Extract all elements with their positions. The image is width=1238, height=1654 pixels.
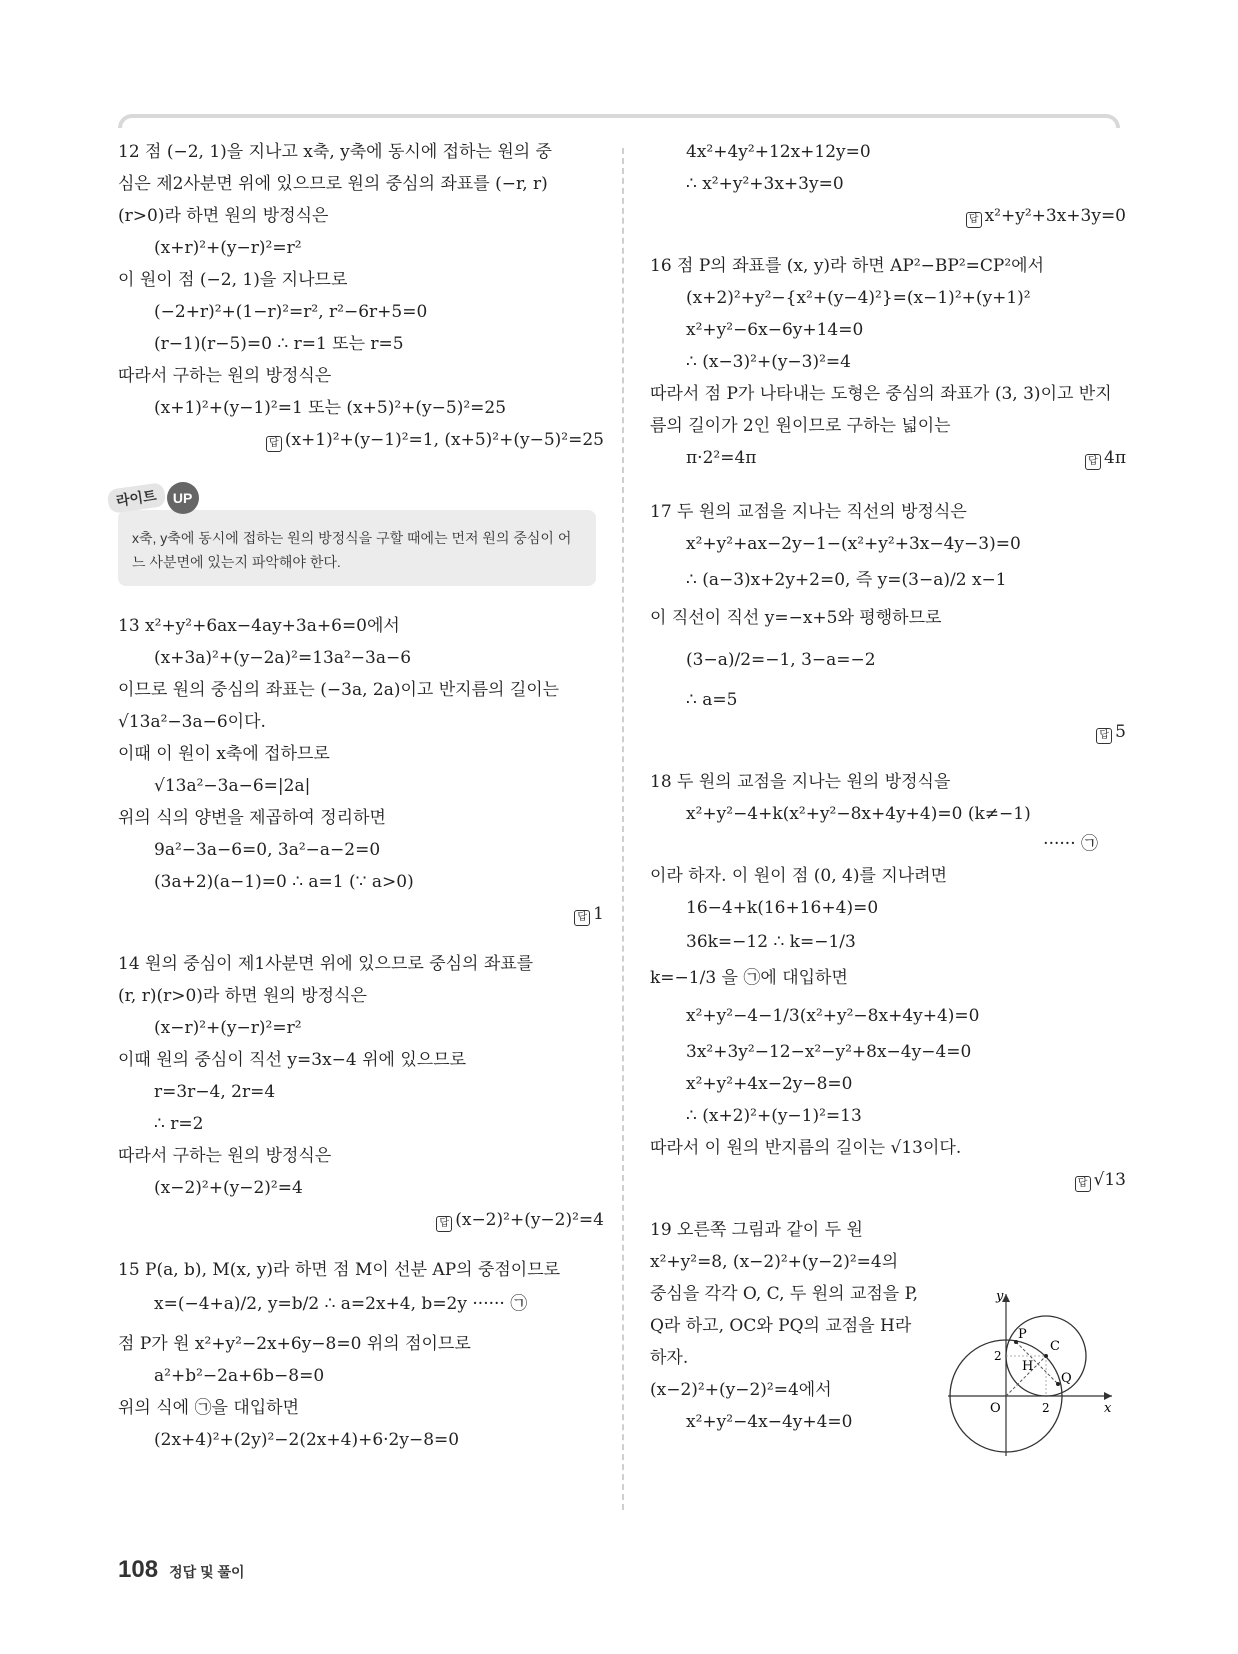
text-line: 하자.	[650, 1348, 689, 1368]
problem-14-line: 14 원의 중심이 제1사분면 위에 있으므로 중심의 좌표를	[118, 954, 534, 974]
problem-15-line: 15 P(a, b), M(x, y)라 하면 점 M이 선분 AP의 중점이므로	[118, 1260, 561, 1280]
problem-19-line: 19 오른쪽 그림과 같이 두 원	[650, 1220, 863, 1240]
answer-icon: 답	[436, 1216, 452, 1232]
point-q	[1056, 1382, 1060, 1386]
equation-line: (3−a)/2=−1, 3−a=−2	[686, 650, 876, 670]
tip-label: 라이트	[107, 482, 166, 514]
problem-17-line: 17 두 원의 교점을 지나는 직선의 방정식은	[650, 502, 967, 522]
text-line: 심은 제2사분면 위에 있으므로 원의 중심의 좌표를 (−r, r)	[118, 174, 548, 194]
equation-line: x²+y²+4x−2y−8=0	[686, 1074, 853, 1094]
answer-16: 답 4π	[1085, 446, 1126, 470]
equation-line: r=3r−4, 2r=4	[154, 1082, 276, 1102]
text-line: (r, r)(r>0)라 하면 원의 방정식은	[118, 986, 367, 1006]
problem-13-line: 13 x²+y²+6ax−4ay+3a+6=0에서	[118, 616, 400, 636]
equation-line: ∴ (x+2)²+(y−1)²=13	[686, 1106, 862, 1126]
equation-line: x²+y²−4+k(x²+y²−8x+4y+4)=0 (k≠−1)	[686, 804, 1031, 824]
equation-line: √13a²−3a−6=|2a|	[154, 776, 311, 796]
equation-line: a²+b²−2a+6b−8=0	[154, 1366, 325, 1386]
text-line: 름의 길이가 2인 원이므로 구하는 넓이는	[650, 416, 951, 436]
label-2-y: 2	[994, 1349, 1002, 1363]
equation-line: 9a²−3a−6=0, 3a²−a−2=0	[154, 840, 381, 860]
equation-line: π·2²=4π	[686, 448, 757, 468]
equation-line: (r−1)(r−5)=0 ∴ r=1 또는 r=5	[154, 334, 404, 354]
text-line: √13a²−3a−6이다.	[118, 712, 266, 732]
text-line: k=−1/3 을 ㉠에 대입하면	[650, 968, 848, 988]
equation-line: ∴ r=2	[154, 1114, 204, 1134]
x-axis-arrow-icon	[1104, 1392, 1112, 1400]
problem-16-line: 16 점 P의 좌표를 (x, y)라 하면 AP²−BP²=CP²에서	[650, 256, 1045, 276]
equation-line: (x+2)²+y²−{x²+(y−4)²}=(x−1)²+(y+1)²	[686, 288, 1031, 308]
label-c: C	[1050, 1339, 1060, 1354]
page-footer	[118, 1556, 245, 1584]
text-line: 따라서 이 원의 반지름의 길이는 √13이다.	[650, 1138, 962, 1158]
text-line: 이 원이 점 (−2, 1)을 지나므로	[118, 270, 348, 290]
label-x: x	[1104, 1401, 1112, 1416]
text-line: (x−2)²+(y−2)²=4에서	[650, 1380, 832, 1400]
page-number: 108	[118, 1556, 159, 1583]
top-border	[118, 114, 1120, 128]
equation-line: 36k=−12 ∴ k=−1/3	[686, 932, 856, 952]
tip-badge	[108, 482, 199, 514]
text-line: (r>0)라 하면 원의 방정식은	[118, 206, 329, 226]
equation-line: (x+1)²+(y−1)²=1 또는 (x+5)²+(y−5)²=25	[154, 398, 507, 418]
label-h: H	[1022, 1359, 1034, 1374]
text-line: Q라 하고, OC와 PQ의 교점을 H라	[650, 1316, 912, 1336]
equation-line: x²+y²−4x−4y+4=0	[686, 1412, 853, 1432]
text-line: 이때 이 원이 x축에 접하므로	[118, 744, 330, 764]
tip-up-icon: UP	[167, 482, 199, 514]
two-circles-figure	[946, 1288, 1116, 1458]
text-line: 이므로 원의 중심의 좌표는 (−3a, 2a)이고 반지름의 길이는	[118, 680, 560, 700]
equation-line: x=(−4+a)/2, y=b/2 ∴ a=2x+4, b=2y ······ ㉠	[154, 1294, 528, 1314]
equation-line: (x+r)²+(y−r)²=r²	[154, 238, 302, 258]
equation-line: (−2+r)²+(1−r)²=r², r²−6r+5=0	[154, 302, 428, 322]
answer-12: 답 (x+1)²+(y−1)²=1, (x+5)²+(y−5)²=25	[266, 428, 604, 452]
answer-icon: 답	[966, 212, 982, 228]
point-c	[1044, 1354, 1048, 1358]
equation-line: (2x+4)²+(2y)²−2(2x+4)+6·2y−8=0	[154, 1430, 460, 1450]
answer-17: 답 5	[1096, 720, 1126, 744]
equation-line: x²+y²+ax−2y−1−(x²+y²+3x−4y−3)=0	[686, 534, 1021, 554]
problem-12-line: 12 점 (−2, 1)을 지나고 x축, y축에 동시에 접하는 원의 중	[118, 142, 552, 162]
answer-icon: 답	[1096, 728, 1112, 744]
problem-18-line: 18 두 원의 교점을 지나는 원의 방정식을	[650, 772, 951, 792]
equation-line: ∴ (a−3)x+2y+2=0, 즉 y=(3−a)/2 x−1	[686, 570, 1007, 590]
equation-line: 4x²+4y²+12x+12y=0	[686, 142, 871, 162]
text-line: 위의 식에 ㉠을 대입하면	[118, 1398, 300, 1418]
label-q: Q	[1061, 1371, 1072, 1386]
equation-line: (x−2)²+(y−2)²=4	[154, 1178, 303, 1198]
tip-box	[115, 487, 596, 586]
equation-line: (3a+2)(a−1)=0 ∴ a=1 (∵ a>0)	[154, 872, 414, 892]
equation-line: x²+y²−4−1/3(x²+y²−8x+4y+4)=0	[686, 1006, 980, 1026]
label-y: y	[996, 1289, 1004, 1304]
text-line: 점 P가 원 x²+y²−2x+6y−8=0 위의 점이므로	[118, 1334, 471, 1354]
label-2-x: 2	[1042, 1401, 1050, 1415]
equation-line: (x−r)²+(y−r)²=r²	[154, 1018, 302, 1038]
text-line: 따라서 구하는 원의 방정식은	[118, 366, 332, 386]
footer-title: 정답 및 풀이	[169, 1564, 245, 1580]
text-line: 이때 원의 중심이 직선 y=3x−4 위에 있으므로	[118, 1050, 467, 1070]
text-line: 위의 식의 양변을 제곱하여 정리하면	[118, 808, 386, 828]
label-p: P	[1018, 1327, 1027, 1342]
text-line: 이라 하자. 이 원이 점 (0, 4)를 지나려면	[650, 866, 948, 886]
equation-line: 3x²+3y²−12−x²−y²+8x−4y−4=0	[686, 1042, 972, 1062]
answer-icon: 답	[266, 436, 282, 452]
answer-14: 답 (x−2)²+(y−2)²=4	[436, 1208, 604, 1232]
answer-15: 답 x²+y²+3x+3y=0	[966, 204, 1126, 228]
equation-line: ∴ x²+y²+3x+3y=0	[686, 174, 844, 194]
answer-icon: 답	[574, 910, 590, 926]
label-o: O	[990, 1401, 1001, 1416]
answer-18: 답 √13	[1075, 1168, 1126, 1192]
tip-text: x축, y축에 동시에 접하는 원의 방정식을 구할 때에는 먼저 원의 중심이 어느 사분면에 있는지 파악해야 한다.	[132, 530, 572, 570]
equation-line: 16−4+k(16+16+4)=0	[686, 898, 879, 918]
answer-icon: 답	[1085, 454, 1101, 470]
equation-line: (x+3a)²+(y−2a)²=13a²−3a−6	[154, 648, 412, 668]
text-line: x²+y²=8, (x−2)²+(y−2)²=4의	[650, 1252, 899, 1272]
text-line: 중심을 각각 O, C, 두 원의 교점을 P,	[650, 1284, 919, 1304]
equation-line: ∴ a=5	[686, 690, 738, 710]
answer-13: 답 1	[574, 902, 604, 926]
answer-icon: 답	[1075, 1176, 1091, 1192]
text-line: 따라서 구하는 원의 방정식은	[118, 1146, 332, 1166]
equation-tag: ······ ㉠	[1043, 834, 1098, 854]
text-line: 이 직선이 직선 y=−x+5와 평행하므로	[650, 608, 942, 628]
text-line: 따라서 점 P가 나타내는 도형은 중심의 좌표가 (3, 3)이고 반지	[650, 384, 1112, 404]
equation-line: x²+y²−6x−6y+14=0	[686, 320, 864, 340]
equation-line: ∴ (x−3)²+(y−3)²=4	[686, 352, 851, 372]
column-divider	[622, 148, 624, 1510]
